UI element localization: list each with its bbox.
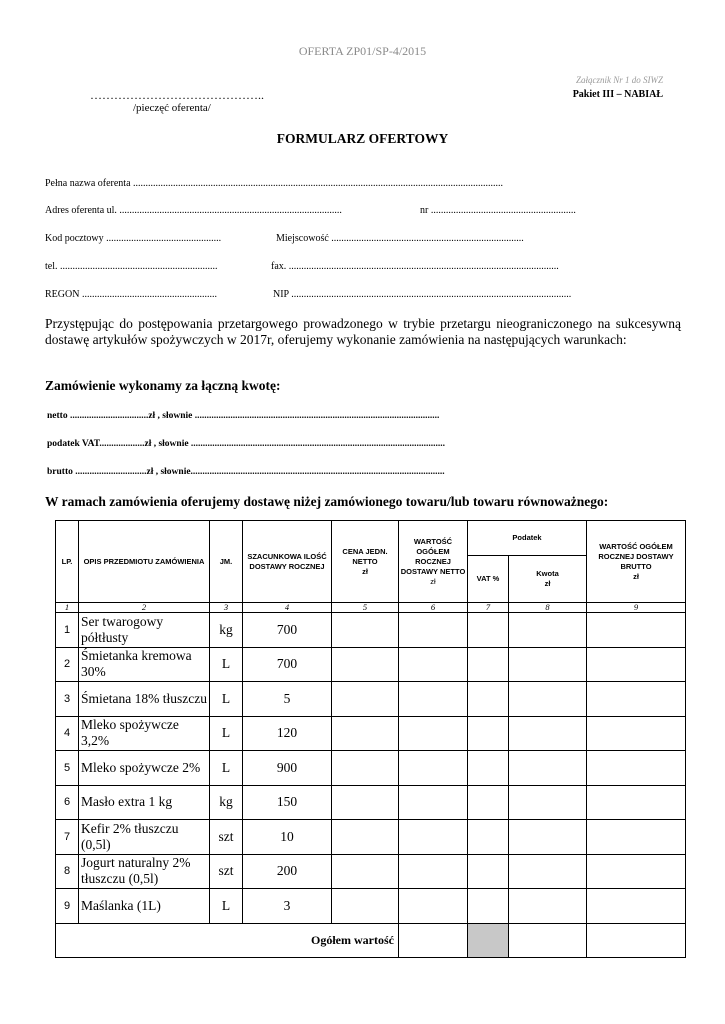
- row-net-value-cell[interactable]: [399, 785, 468, 820]
- row-unit: L: [210, 682, 243, 717]
- total-label: Ogółem wartość: [56, 923, 399, 957]
- row-lp: 1: [56, 613, 79, 648]
- row-tax-amount-cell[interactable]: [509, 682, 587, 717]
- row-quantity: 10: [243, 820, 332, 855]
- package-label: Pakiet III – NABIAŁ: [572, 89, 663, 100]
- column-number: 1: [56, 603, 79, 613]
- row-gross-value-cell[interactable]: [587, 854, 686, 889]
- header-gross-value-currency: zł: [633, 571, 639, 581]
- nip-field[interactable]: NIP ................................................................................................................: [273, 289, 572, 300]
- header-tax-amount: [509, 556, 587, 603]
- row-vat-rate-cell[interactable]: [468, 820, 509, 855]
- row-gross-value-cell[interactable]: [587, 889, 686, 924]
- header-tax-amount-currency: zł: [544, 579, 551, 588]
- intro-paragraph: Przystępując do postępowania przetargowego prowadzonego w trybie przetargu nieograniczonego na sukcesywną dostawę artykułów spożywczych w 2017r, oferujemy wykonanie zamówienia na następujących warunkach:: [45, 316, 681, 347]
- row-unit: szt: [210, 820, 243, 855]
- row-tax-amount-cell[interactable]: [509, 889, 587, 924]
- row-quantity: 120: [243, 716, 332, 751]
- row-lp: 5: [56, 751, 79, 786]
- row-vat-rate-cell[interactable]: [468, 647, 509, 682]
- column-number: 5: [332, 603, 399, 613]
- row-net-value-cell[interactable]: [399, 820, 468, 855]
- row-net-value-cell[interactable]: [399, 647, 468, 682]
- row-gross-value-cell[interactable]: [587, 682, 686, 717]
- row-unit-price-cell[interactable]: [332, 751, 399, 786]
- row-unit: kg: [210, 613, 243, 648]
- row-unit: L: [210, 716, 243, 751]
- row-gross-value-cell[interactable]: [587, 820, 686, 855]
- row-unit: L: [210, 751, 243, 786]
- row-unit: kg: [210, 785, 243, 820]
- stamp-label: /pieczęć oferenta/: [133, 102, 211, 114]
- row-gross-value-cell[interactable]: [587, 647, 686, 682]
- column-number: 9: [587, 603, 686, 613]
- header-gross-value-label: WARTOŚĆ OGÓŁEM ROCZNEJ DOSTAWY BRUTTO: [598, 541, 674, 571]
- header-net-value-label: WARTOŚĆ OGÓŁEM ROCZNEJ DOSTAWY NETTO: [400, 536, 466, 576]
- row-vat-rate-cell[interactable]: [468, 613, 509, 648]
- total-vat-rate-cell-shaded: [468, 923, 509, 957]
- total-net-value-cell[interactable]: [399, 923, 468, 957]
- column-number: 8: [509, 603, 587, 613]
- table-row: [56, 854, 686, 889]
- row-quantity: 3: [243, 889, 332, 924]
- vat-amount-field[interactable]: podatek VAT...................zł , słownie ...........................................................................................................: [47, 439, 446, 449]
- row-unit-price-cell[interactable]: [332, 889, 399, 924]
- row-gross-value-cell[interactable]: [587, 613, 686, 648]
- row-gross-value-cell[interactable]: [587, 785, 686, 820]
- header-net-value: [399, 521, 468, 603]
- row-quantity: 200: [243, 854, 332, 889]
- row-vat-rate-cell[interactable]: [468, 751, 509, 786]
- row-lp: 7: [56, 820, 79, 855]
- document-code: OFERTA ZP01/SP-4/2015: [298, 44, 427, 58]
- table-row: [56, 716, 686, 751]
- row-net-value-cell[interactable]: [399, 751, 468, 786]
- column-number: 2: [79, 603, 210, 613]
- row-quantity: 700: [243, 613, 332, 648]
- full-name-field[interactable]: Pełna nazwa oferenta ....................................................................................................................................................: [45, 178, 504, 189]
- row-quantity: 700: [243, 647, 332, 682]
- total-tax-amount-cell[interactable]: [509, 923, 587, 957]
- row-unit-price-cell[interactable]: [332, 785, 399, 820]
- stamp-dots: ……………………………………..: [90, 88, 264, 102]
- row-tax-amount-cell[interactable]: [509, 820, 587, 855]
- table-row: [56, 820, 686, 855]
- offer-table: [55, 520, 686, 958]
- row-vat-rate-cell[interactable]: [468, 854, 509, 889]
- row-unit-price-cell[interactable]: [332, 820, 399, 855]
- row-name: Masło extra 1 kg: [79, 785, 210, 820]
- table-row: [56, 647, 686, 682]
- row-net-value-cell[interactable]: [399, 854, 468, 889]
- header-tax-amount-label: Kwota: [536, 569, 559, 578]
- table-row: [56, 613, 686, 648]
- column-number: 4: [243, 603, 332, 613]
- row-lp: 8: [56, 854, 79, 889]
- row-name: Mleko spożywcze 3,2%: [79, 716, 210, 751]
- row-lp: 2: [56, 647, 79, 682]
- header-gross-value: [587, 521, 686, 603]
- row-vat-rate-cell[interactable]: [468, 785, 509, 820]
- row-name: Śmietana 18% tłuszczu: [79, 682, 210, 717]
- row-tax-amount-cell[interactable]: [509, 785, 587, 820]
- column-number: 6: [399, 603, 468, 613]
- row-tax-amount-cell[interactable]: [509, 613, 587, 648]
- row-quantity: 5: [243, 682, 332, 717]
- order-heading: Zamówienie wykonamy za łączną kwotę:: [45, 378, 281, 393]
- row-lp: 3: [56, 682, 79, 717]
- row-gross-value-cell[interactable]: [587, 716, 686, 751]
- header-unit-price-currency: zł: [362, 566, 368, 576]
- row-lp: 9: [56, 889, 79, 924]
- row-name: Kefir 2% tłuszczu (0,5l): [79, 820, 210, 855]
- house-number-field[interactable]: nr ..........................................................: [420, 205, 576, 216]
- row-net-value-cell[interactable]: [399, 613, 468, 648]
- header-unit-price-label: CENA JEDN. NETTO: [342, 546, 388, 566]
- address-field[interactable]: Adres oferenta ul. .........................................................................................: [45, 205, 342, 216]
- row-name: Mleko spożywcze 2%: [79, 751, 210, 786]
- row-quantity: 150: [243, 785, 332, 820]
- column-number: 7: [468, 603, 509, 613]
- header-vat-rate: VAT %: [468, 556, 509, 603]
- row-quantity: 900: [243, 751, 332, 786]
- column-numbers-row: [56, 603, 686, 613]
- row-net-value-cell[interactable]: [399, 682, 468, 717]
- row-name: Jogurt naturalny 2% tłuszczu (0,5l): [79, 854, 210, 889]
- row-lp: 4: [56, 716, 79, 751]
- net-amount-field[interactable]: netto .................................zł , słownie .......................................................................................................: [47, 411, 440, 421]
- row-lp: 6: [56, 785, 79, 820]
- column-number: 3: [210, 603, 243, 613]
- row-net-value-cell[interactable]: [399, 889, 468, 924]
- table-row: [56, 682, 686, 717]
- row-unit: szt: [210, 854, 243, 889]
- row-vat-rate-cell[interactable]: [468, 716, 509, 751]
- row-vat-rate-cell[interactable]: [468, 889, 509, 924]
- table-row: [56, 785, 686, 820]
- header-quantity: SZACUNKOWA ILOŚĆ DOSTAWY ROCZNEJ: [243, 521, 332, 603]
- form-title: FORMULARZ OFERTOWY: [276, 131, 449, 146]
- table-row: [56, 751, 686, 786]
- row-unit-price-cell[interactable]: [332, 854, 399, 889]
- fax-field[interactable]: fax. ............................................................................................................: [271, 261, 559, 272]
- row-unit: L: [210, 647, 243, 682]
- row-name: Ser twarogowy półtłusty: [79, 613, 210, 648]
- row-net-value-cell[interactable]: [399, 716, 468, 751]
- header-description: OPIS PRZEDMIOTU ZAMÓWIENIA: [79, 521, 210, 603]
- row-vat-rate-cell[interactable]: [468, 682, 509, 717]
- row-name: Maślanka (1L): [79, 889, 210, 924]
- header-lp: LP.: [56, 521, 79, 603]
- header-unit-price: [332, 521, 399, 603]
- table-row: [56, 889, 686, 924]
- total-row: [56, 923, 686, 957]
- city-field[interactable]: Miejscowość .............................................................................: [276, 233, 524, 244]
- total-gross-value-cell[interactable]: [587, 923, 686, 957]
- header-tax: Podatek: [468, 521, 587, 556]
- row-unit-price-cell[interactable]: [332, 613, 399, 648]
- row-gross-value-cell[interactable]: [587, 751, 686, 786]
- row-tax-amount-cell[interactable]: [509, 751, 587, 786]
- row-tax-amount-cell[interactable]: [509, 854, 587, 889]
- offer-heading: W ramach zamówienia oferujemy dostawę niżej zamówionego towaru/lub towaru równoważnego:: [45, 494, 609, 509]
- row-unit-price-cell[interactable]: [332, 716, 399, 751]
- header-net-value-currency: zł: [430, 576, 436, 586]
- row-unit-price-cell[interactable]: [332, 682, 399, 717]
- row-unit: L: [210, 889, 243, 924]
- row-tax-amount-cell[interactable]: [509, 647, 587, 682]
- row-tax-amount-cell[interactable]: [509, 716, 587, 751]
- row-name: Śmietanka kremowa 30%: [79, 647, 210, 682]
- regon-field[interactable]: REGON ......................................................: [45, 289, 217, 300]
- gross-amount-field[interactable]: brutto ..............................zł , słownie...........................................................................................................: [47, 467, 445, 477]
- postal-code-field[interactable]: Kod pocztowy ..............................................: [45, 233, 222, 244]
- attachment-label: Załącznik Nr 1 do SIWZ: [575, 75, 663, 85]
- header-unit: JM.: [210, 521, 243, 603]
- row-unit-price-cell[interactable]: [332, 647, 399, 682]
- phone-field[interactable]: tel. ...............................................................: [45, 261, 218, 272]
